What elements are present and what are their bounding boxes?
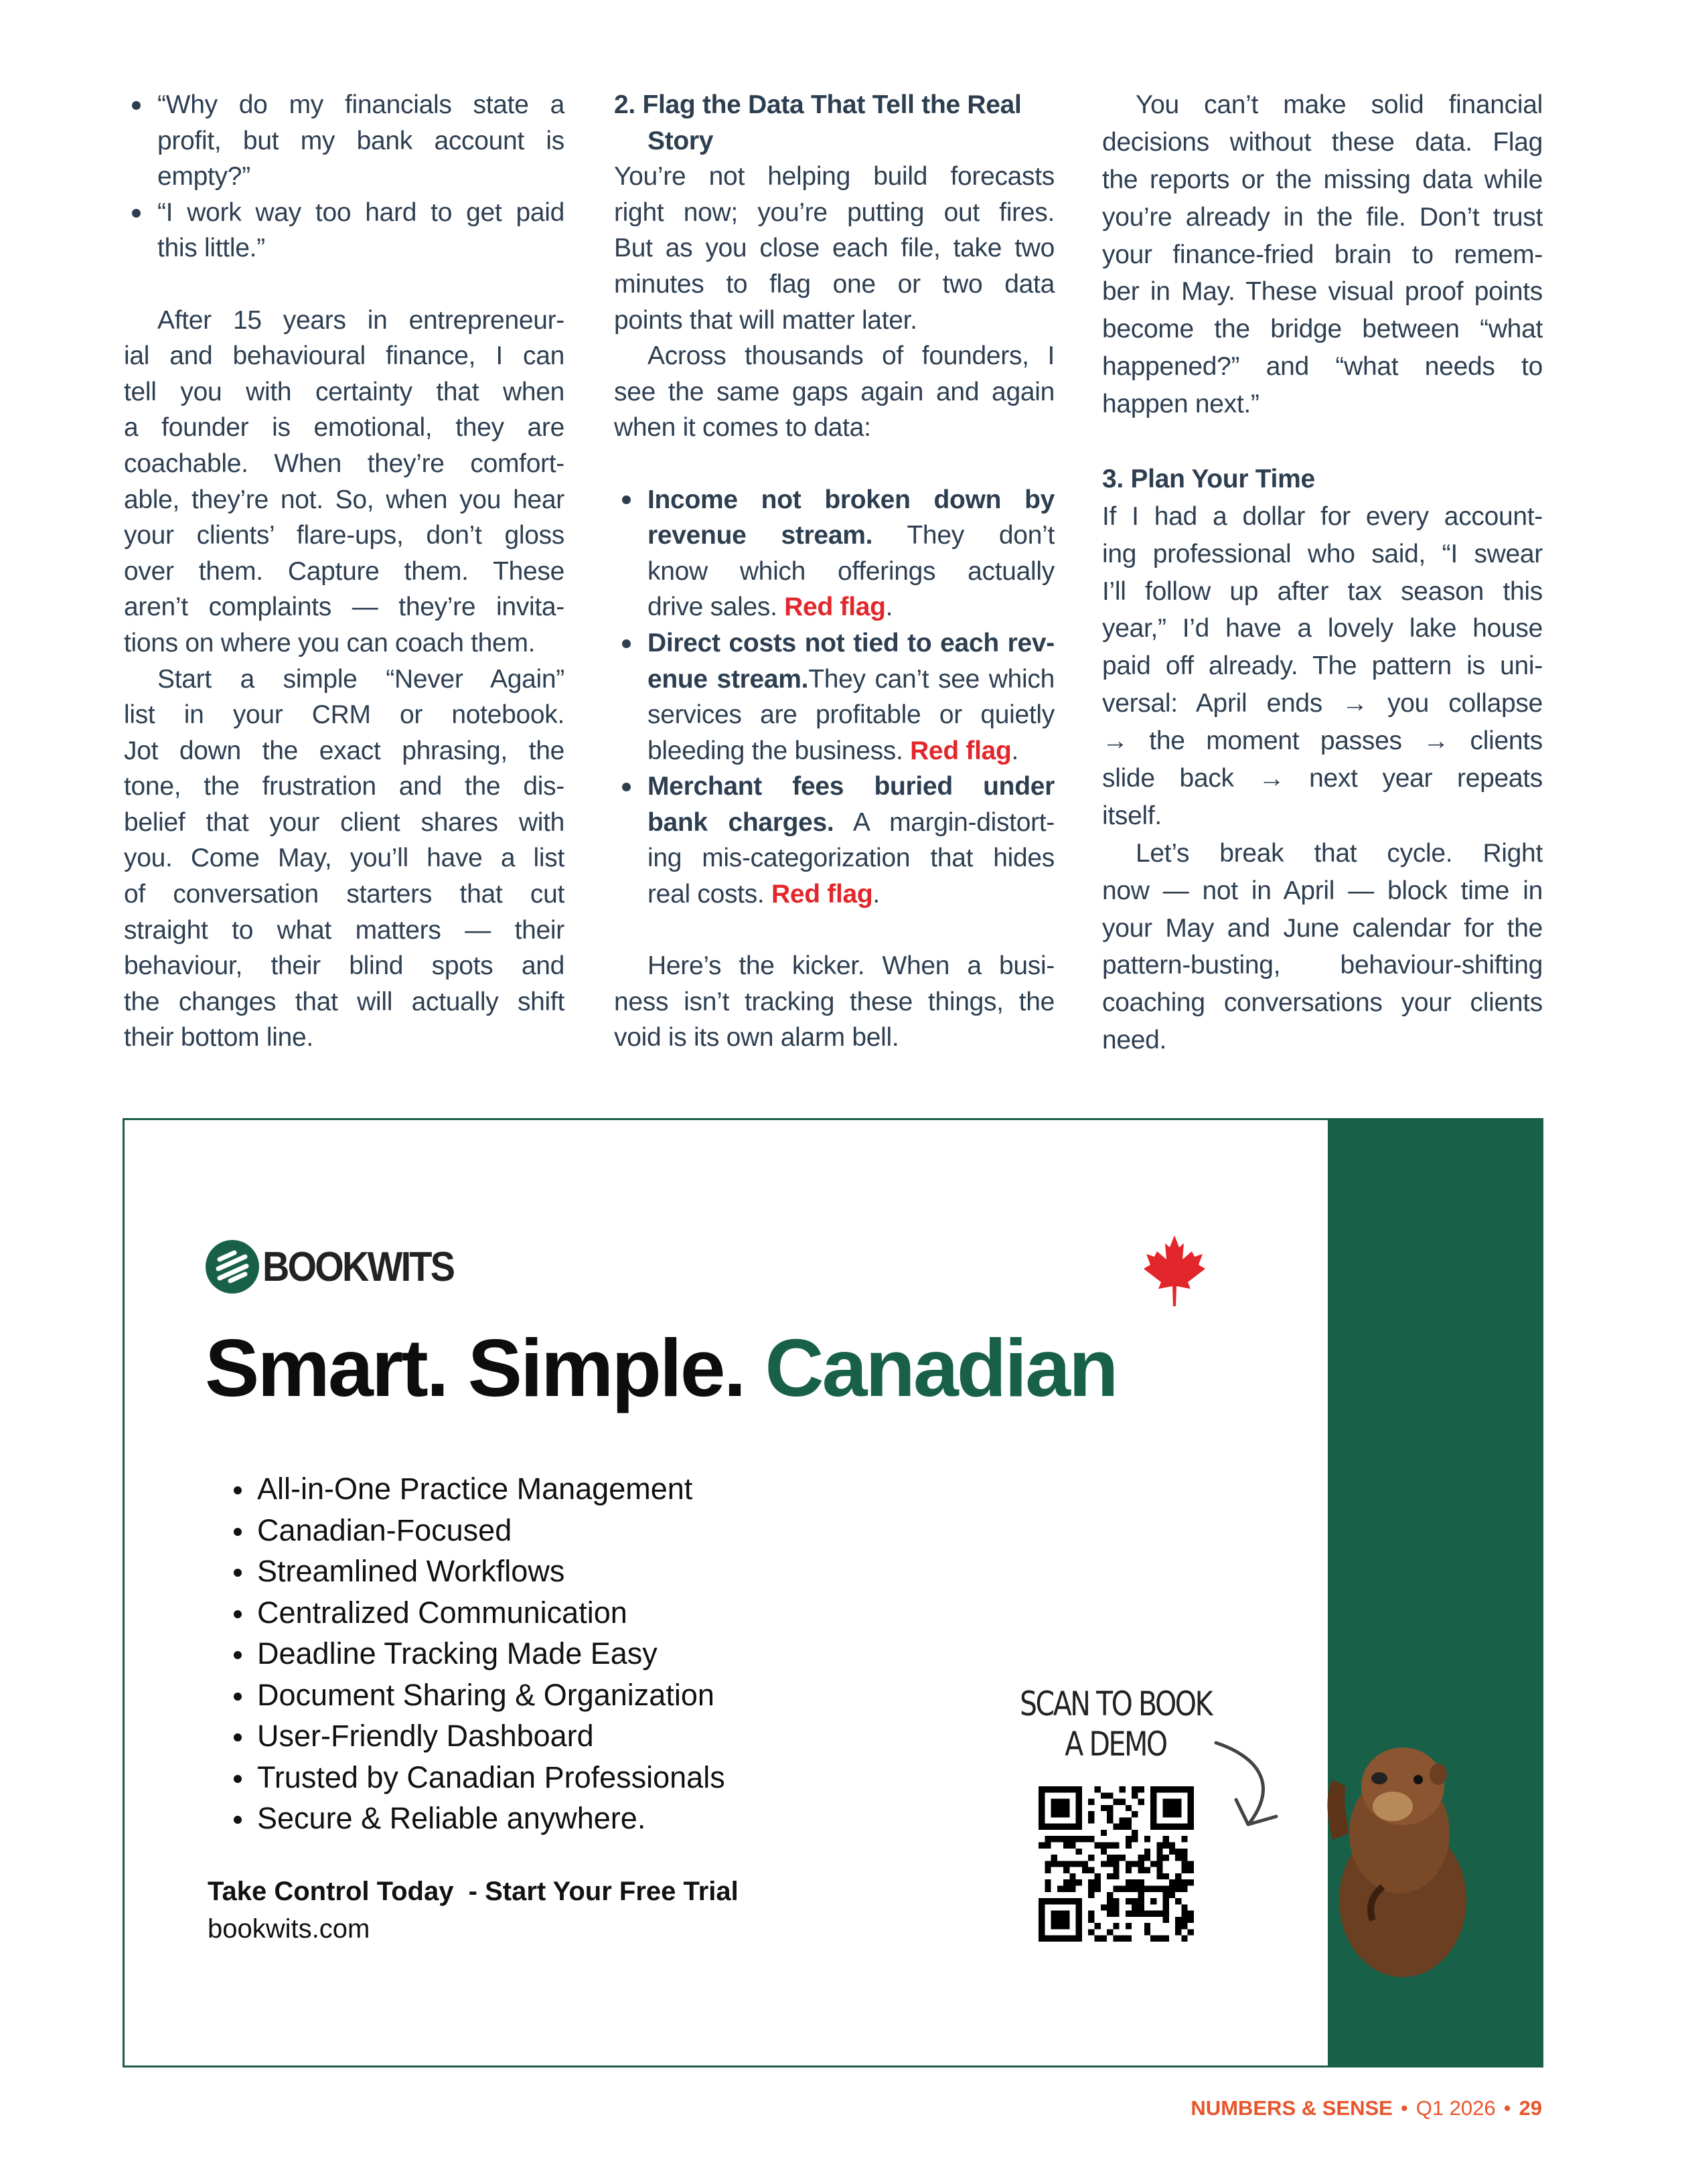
text-line [614, 230, 1055, 266]
text-segment: I’ll follow up after tax season this [1102, 576, 1543, 606]
text-line [124, 589, 564, 625]
text-line [1102, 610, 1543, 647]
text-segment: your finance-fried brain to remem- [1102, 240, 1543, 269]
paragraph [124, 303, 564, 661]
text-line [124, 625, 564, 661]
bookwits-advertisement [123, 1118, 1543, 2068]
text-line [614, 589, 1055, 625]
separator-dot: • [1400, 2096, 1408, 2120]
text-segment: tell you with certainty that when [124, 377, 564, 406]
text-segment: happened?” and “what needs to [1102, 352, 1543, 382]
text-line [1102, 573, 1543, 611]
text-segment: Start a simple “Never Again” [157, 664, 564, 694]
text-line [614, 554, 1055, 590]
text-line [124, 733, 564, 769]
text-segment: minutes to flag one or two data [614, 269, 1055, 299]
text-segment: empty?” [157, 162, 250, 191]
website-link[interactable]: bookwits.com [208, 1914, 370, 1944]
publication-name: NUMBERS & SENSE [1191, 2096, 1393, 2120]
text-segment: profit, but my bank account is [157, 126, 564, 155]
text-segment: Across thousands of founders, I [647, 341, 1055, 371]
text-segment: ness isn’t tracking these things, the [614, 987, 1055, 1016]
text-segment: . [872, 880, 880, 909]
text-line [614, 266, 1055, 303]
paragraph [614, 338, 1055, 446]
text-segment: services are profitable or quietly [647, 700, 1055, 730]
text-line [1102, 835, 1543, 872]
text-segment: over them. Capture them. These [124, 556, 564, 586]
text-segment: Jot down the exact phrasing, the [124, 736, 564, 765]
text-segment: itself. [1102, 801, 1162, 830]
text-segment: see the same gaps again and again [614, 377, 1055, 406]
text-line [124, 876, 564, 913]
scan-line-2: A DEMO [1065, 1725, 1166, 1764]
text-segment: able, they’re not. So, when you hear [124, 485, 564, 514]
red-flag-label: Red flag [784, 593, 886, 622]
feature-item: Streamlined Workflows [234, 1551, 725, 1592]
text-segment: right now; you’re putting out fires. [614, 198, 1055, 227]
bold-text: Direct costs not tied to each rev- [647, 628, 1055, 657]
text-line [124, 87, 564, 123]
bold-text: bank charges. [647, 807, 834, 837]
scan-to-book-label [1011, 1684, 1220, 1764]
text-segment: pattern-busting, behaviour-shifting [1102, 951, 1543, 980]
text-line [124, 984, 564, 1020]
red-flag-label: Red flag [910, 736, 1012, 765]
text-line [124, 303, 564, 339]
text-line [1102, 311, 1543, 348]
text-line [1102, 685, 1543, 722]
bullet-icon [622, 639, 631, 648]
text-line [124, 374, 564, 410]
text-segment: drive sales. [647, 593, 785, 622]
text-segment: Here’s the kicker. When a busi- [647, 951, 1055, 981]
text-line [1102, 536, 1543, 573]
text-segment: points that will matter later. [614, 305, 917, 335]
text-segment: paid off already. The pattern is uni- [1102, 651, 1543, 681]
text-segment: bleeding the business. [647, 736, 911, 765]
text-line [124, 123, 564, 159]
text-segment: coachable. When they’re comfort- [124, 449, 564, 478]
page-number: 29 [1519, 2096, 1542, 2120]
text-line [124, 554, 564, 590]
bullet-item [124, 195, 564, 266]
text-line [1102, 947, 1543, 984]
beaver-image [1319, 1733, 1473, 1980]
text-line [1102, 797, 1543, 835]
text-segment: “Why do my financials state a [157, 90, 564, 119]
text-segment: void is its own alarm bell. [614, 1023, 899, 1052]
section-heading [614, 87, 1055, 159]
text-line [1102, 910, 1543, 947]
text-line [1102, 124, 1543, 161]
maple-leaf-icon [1141, 1234, 1208, 1308]
bold-text: Merchant fees buried under [647, 772, 1055, 801]
text-segment: versal: April ends → you collapse [1102, 689, 1543, 718]
text-line [614, 338, 1055, 374]
bold-text: enue stream. [647, 664, 809, 694]
text-segment: this little.” [157, 234, 265, 263]
text-line [614, 374, 1055, 410]
text-segment: ing mis-categorization that hides [647, 844, 1055, 873]
paragraph-spacer [614, 913, 1055, 949]
paragraph [1102, 498, 1543, 835]
text-line [124, 697, 564, 733]
paragraph-spacer [1102, 423, 1543, 461]
text-segment: you. Come May, you’ll have a list [124, 844, 564, 873]
text-line [614, 303, 1055, 339]
text-segment: Let’s break that cycle. Right [1136, 838, 1543, 868]
brand-name: BOOKWITS [262, 1243, 454, 1290]
text-segment: straight to what matters — their [124, 915, 564, 945]
text-line [1102, 386, 1543, 423]
text-line [1102, 984, 1543, 1022]
text-segment: your May and June calendar for the [1102, 913, 1543, 943]
text-line [124, 195, 564, 231]
bullet-item [614, 625, 1055, 769]
feature-item: All-in-One Practice Management [234, 1468, 725, 1510]
text-segment: happen next.” [1102, 390, 1259, 419]
headline-green: Canadian [765, 1322, 1117, 1413]
text-line [614, 518, 1055, 554]
text-line [614, 87, 1055, 123]
ad-headline [205, 1321, 1117, 1415]
bullet-item [614, 482, 1055, 625]
text-segment: ing professional who said, “I swear [1102, 539, 1543, 568]
text-segment: 3. Plan Your Time [1102, 464, 1315, 493]
text-line [124, 230, 564, 266]
text-segment: Story [647, 126, 714, 155]
cta-text[interactable]: Take Control Today - Start Your Free Trial [208, 1877, 739, 1906]
text-line [1102, 647, 1543, 685]
text-segment: You’re not helping build forecasts [614, 162, 1055, 191]
text-segment: coaching conversations your clients [1102, 988, 1543, 1018]
text-line [614, 948, 1055, 984]
bold-text: revenue stream. [647, 521, 873, 550]
text-line [614, 159, 1055, 195]
text-line [1102, 722, 1543, 760]
text-segment: of conversation starters that cut [124, 880, 564, 909]
text-line [124, 1020, 564, 1056]
text-segment: You can’t make solid financial [1136, 90, 1543, 119]
bullet-icon [622, 783, 631, 791]
text-line [124, 948, 564, 984]
feature-item: User-Friendly Dashboard [234, 1715, 725, 1757]
text-segment: A margin-distort- [834, 807, 1055, 837]
text-segment: ial and behavioural finance, I can [124, 341, 564, 371]
article-column-2 [614, 87, 1055, 1056]
text-line [124, 805, 564, 841]
bullet-item [614, 769, 1055, 912]
text-segment: the reports or the missing data while [1102, 165, 1543, 194]
text-line [124, 410, 564, 446]
text-segment: list in your CRM or notebook. [124, 700, 564, 730]
text-line [1102, 348, 1543, 386]
text-segment: slide back → next year repeats [1102, 764, 1543, 793]
paragraph [124, 661, 564, 1057]
bullet-item [124, 87, 564, 195]
bookwits-logo-icon [205, 1239, 260, 1294]
text-line [614, 195, 1055, 231]
text-segment: ber in May. These visual proof points [1102, 277, 1543, 307]
text-segment: you’re already in the file. Don’t trust [1102, 202, 1543, 232]
text-segment: “I work way too hard to get paid [157, 198, 564, 227]
text-segment: need. [1102, 1026, 1167, 1055]
text-line [1102, 760, 1543, 797]
text-line [614, 123, 1055, 159]
text-line [614, 733, 1055, 769]
text-segment: . [885, 593, 893, 622]
curved-arrow-icon [1209, 1736, 1283, 1837]
text-segment: But as you close each file, take two [614, 234, 1055, 263]
paragraph [1102, 86, 1543, 423]
headline-dark: Smart. Simple. [205, 1322, 745, 1413]
text-line [124, 518, 564, 554]
feature-item: Document Sharing & Organization [234, 1674, 725, 1716]
text-line [1102, 498, 1543, 536]
text-line [1102, 86, 1543, 124]
text-segment: If I had a dollar for every account- [1102, 501, 1543, 531]
feature-item: Secure & Reliable anywhere. [234, 1798, 725, 1839]
text-line [1102, 872, 1543, 910]
feature-item: Canadian-Focused [234, 1510, 725, 1551]
text-line [614, 1020, 1055, 1056]
text-line [124, 338, 564, 374]
text-line [124, 769, 564, 805]
feature-item: Trusted by Canadian Professionals [234, 1757, 725, 1798]
separator-dot: • [1503, 2096, 1511, 2120]
article-column-3 [1102, 86, 1543, 1059]
article-column-1 [124, 87, 564, 1056]
text-segment: now — not in April — block time in [1102, 876, 1543, 905]
scan-line-1: SCAN TO BOOK [1019, 1685, 1212, 1723]
text-segment: decisions without these data. Flag [1102, 127, 1543, 157]
text-line [124, 446, 564, 482]
text-line [614, 840, 1055, 876]
text-line [614, 482, 1055, 518]
text-segment: know which offerings actually [647, 556, 1055, 586]
text-line [614, 984, 1055, 1020]
text-line [614, 697, 1055, 733]
text-line [1102, 273, 1543, 311]
text-segment: → the moment passes → clients [1102, 726, 1543, 756]
text-line [614, 876, 1055, 913]
text-segment: a founder is emotional, they are [124, 413, 564, 443]
text-segment: when it comes to data: [614, 413, 871, 443]
text-segment: aren’t complaints — they’re invita- [124, 593, 564, 622]
text-segment: tions on where you can coach them. [124, 628, 536, 657]
bullet-icon [622, 495, 631, 504]
paragraph [614, 948, 1055, 1056]
text-segment: belief that your client shares with [124, 807, 564, 837]
text-line [124, 482, 564, 518]
text-segment: the changes that will actually shift [124, 987, 564, 1016]
paragraph [1102, 835, 1543, 1059]
text-segment: . [1011, 736, 1019, 765]
text-segment: become the bridge between “what [1102, 315, 1543, 344]
bookwits-logo[interactable] [205, 1239, 475, 1294]
text-line [614, 769, 1055, 805]
text-line [614, 661, 1055, 698]
text-segment: They don’t [872, 521, 1055, 550]
text-line [614, 410, 1055, 446]
issue-label: Q1 2026 [1416, 2096, 1496, 2120]
bullet-icon [132, 101, 141, 110]
feature-item: Deadline Tracking Made Easy [234, 1633, 725, 1674]
section-heading [1102, 461, 1543, 498]
text-line [614, 625, 1055, 661]
page-footer [1191, 2096, 1542, 2120]
text-line [124, 913, 564, 949]
text-segment: year,” I’d have a lovely lake house [1102, 614, 1543, 643]
text-segment: your clients’ flare-ups, don’t gloss [124, 521, 564, 550]
bold-text: Income not broken down by [647, 485, 1055, 514]
qr-code[interactable] [1039, 1786, 1194, 1942]
text-segment: behaviour, their blind spots and [124, 951, 564, 981]
paragraph-spacer [614, 446, 1055, 482]
text-segment: After 15 years in entrepreneur- [157, 305, 564, 335]
text-segment: tone, the frustration and the dis- [124, 772, 564, 801]
paragraph [614, 159, 1055, 338]
text-line [1102, 161, 1543, 199]
text-line [124, 840, 564, 876]
feature-list [234, 1468, 725, 1839]
text-line [1102, 199, 1543, 236]
text-line [124, 661, 564, 698]
bullet-icon [132, 209, 141, 218]
text-segment: 2. Flag the Data That Tell the Real [614, 90, 1022, 119]
text-line [1102, 461, 1543, 498]
text-line [614, 805, 1055, 841]
text-line [1102, 1022, 1543, 1059]
text-segment: their bottom line. [124, 1023, 313, 1052]
red-flag-label: Red flag [771, 880, 873, 909]
text-line [1102, 236, 1543, 274]
text-line [124, 159, 564, 195]
feature-item: Centralized Communication [234, 1592, 725, 1634]
text-segment: They can’t see which [808, 664, 1055, 694]
text-segment: real costs. [647, 880, 771, 909]
paragraph-spacer [124, 266, 564, 303]
